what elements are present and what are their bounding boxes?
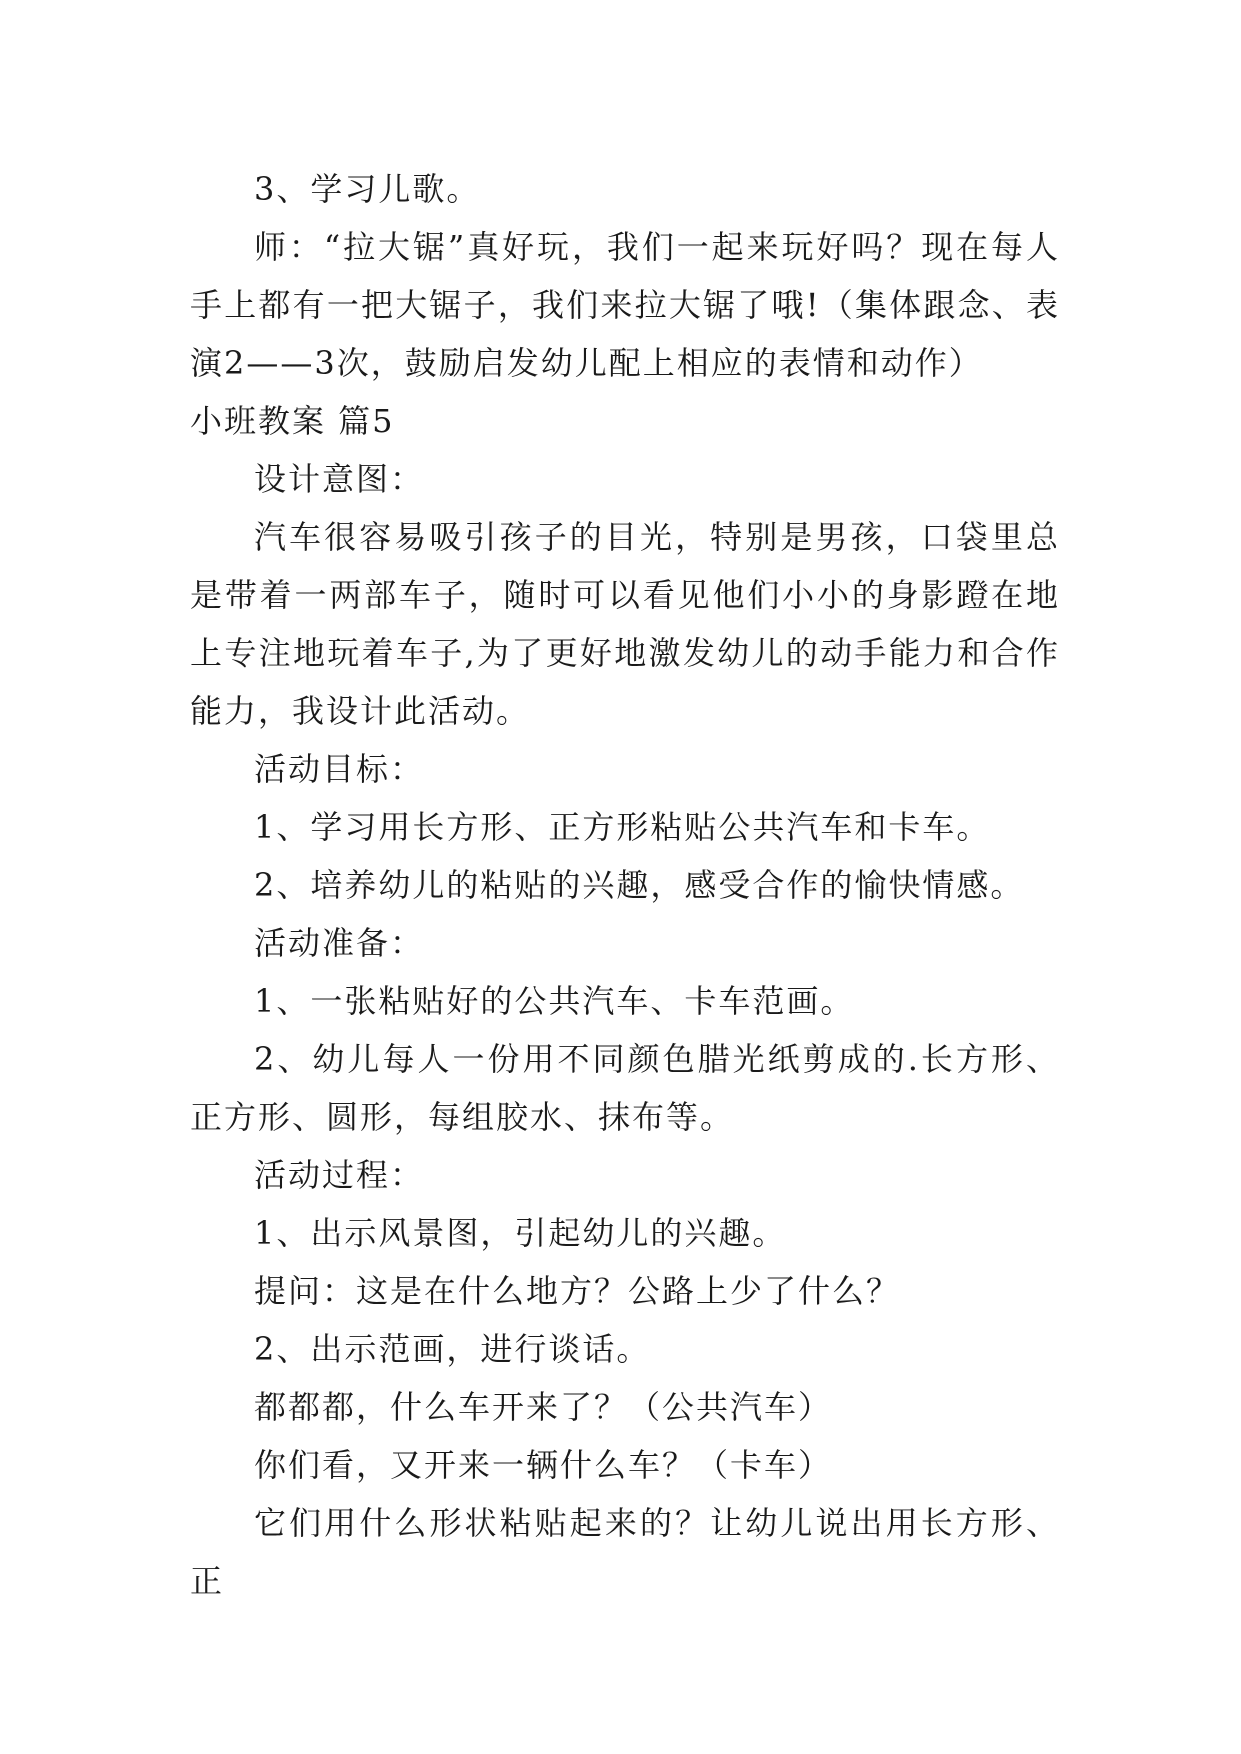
paragraph-design-intent: 汽车很容易吸引孩子的目光，特别是男孩，口袋里总是带着一两部车子，随时可以看见他们小小的身影蹬在地上专注地玩着车子,为了更好地激发幼儿的动手能力和合作能力，我设计此活动。: [190, 518, 1060, 730]
paragraph-question: 提问：这是在什么地方？公路上少了什么？: [254, 1272, 901, 1310]
list-item-goal-1: 1、学习用长方形、正方形粘贴公共汽车和卡车。: [254, 808, 991, 846]
list-item-preparation-1: 1、一张粘贴好的公共汽车、卡车范画。: [254, 982, 855, 1020]
paragraph-truck-question: 你们看，又开来一辆什么车？（卡车）: [254, 1446, 833, 1484]
list-item-goal-2: 2、培养幼儿的粘贴的兴趣，感受合作的愉快情感。: [254, 866, 1025, 904]
section-heading: 小班教案 篇5: [190, 402, 395, 440]
heading-activity-goals: 活动目标：: [254, 750, 425, 788]
heading-activity-process: 活动过程：: [254, 1156, 425, 1194]
document-body: [190, 160, 1060, 1610]
heading-activity-preparation: 活动准备：: [254, 924, 425, 962]
paragraph-bus-question: 都都都，什么车开来了？（公共汽车）: [254, 1388, 833, 1426]
list-item-process-2: 2、出示范画，进行谈话。: [254, 1330, 651, 1368]
paragraph-teacher-saw: 师：“拉大锯”真好玩，我们一起来玩好吗？现在每人手上都有一把大锯子，我们来拉大锯了哦!（集体跟念、表演2——3次，鼓励启发幼儿配上相应的表情和动作）: [190, 228, 1060, 382]
list-item-preparation-2: 2、幼儿每人一份用不同颜色腊光纸剪成的.长方形、正方形、圆形，每组胶水、抹布等。: [190, 1040, 1060, 1136]
heading-design-intent: 设计意图：: [254, 460, 425, 498]
list-item-process-1: 1、出示风景图，引起幼儿的兴趣。: [254, 1214, 787, 1252]
paragraph-shape-question: 它们用什么形状粘贴起来的？让幼儿说出用长方形、正: [190, 1504, 1060, 1600]
paragraph-learn-song: 3、学习儿歌。: [254, 170, 481, 208]
